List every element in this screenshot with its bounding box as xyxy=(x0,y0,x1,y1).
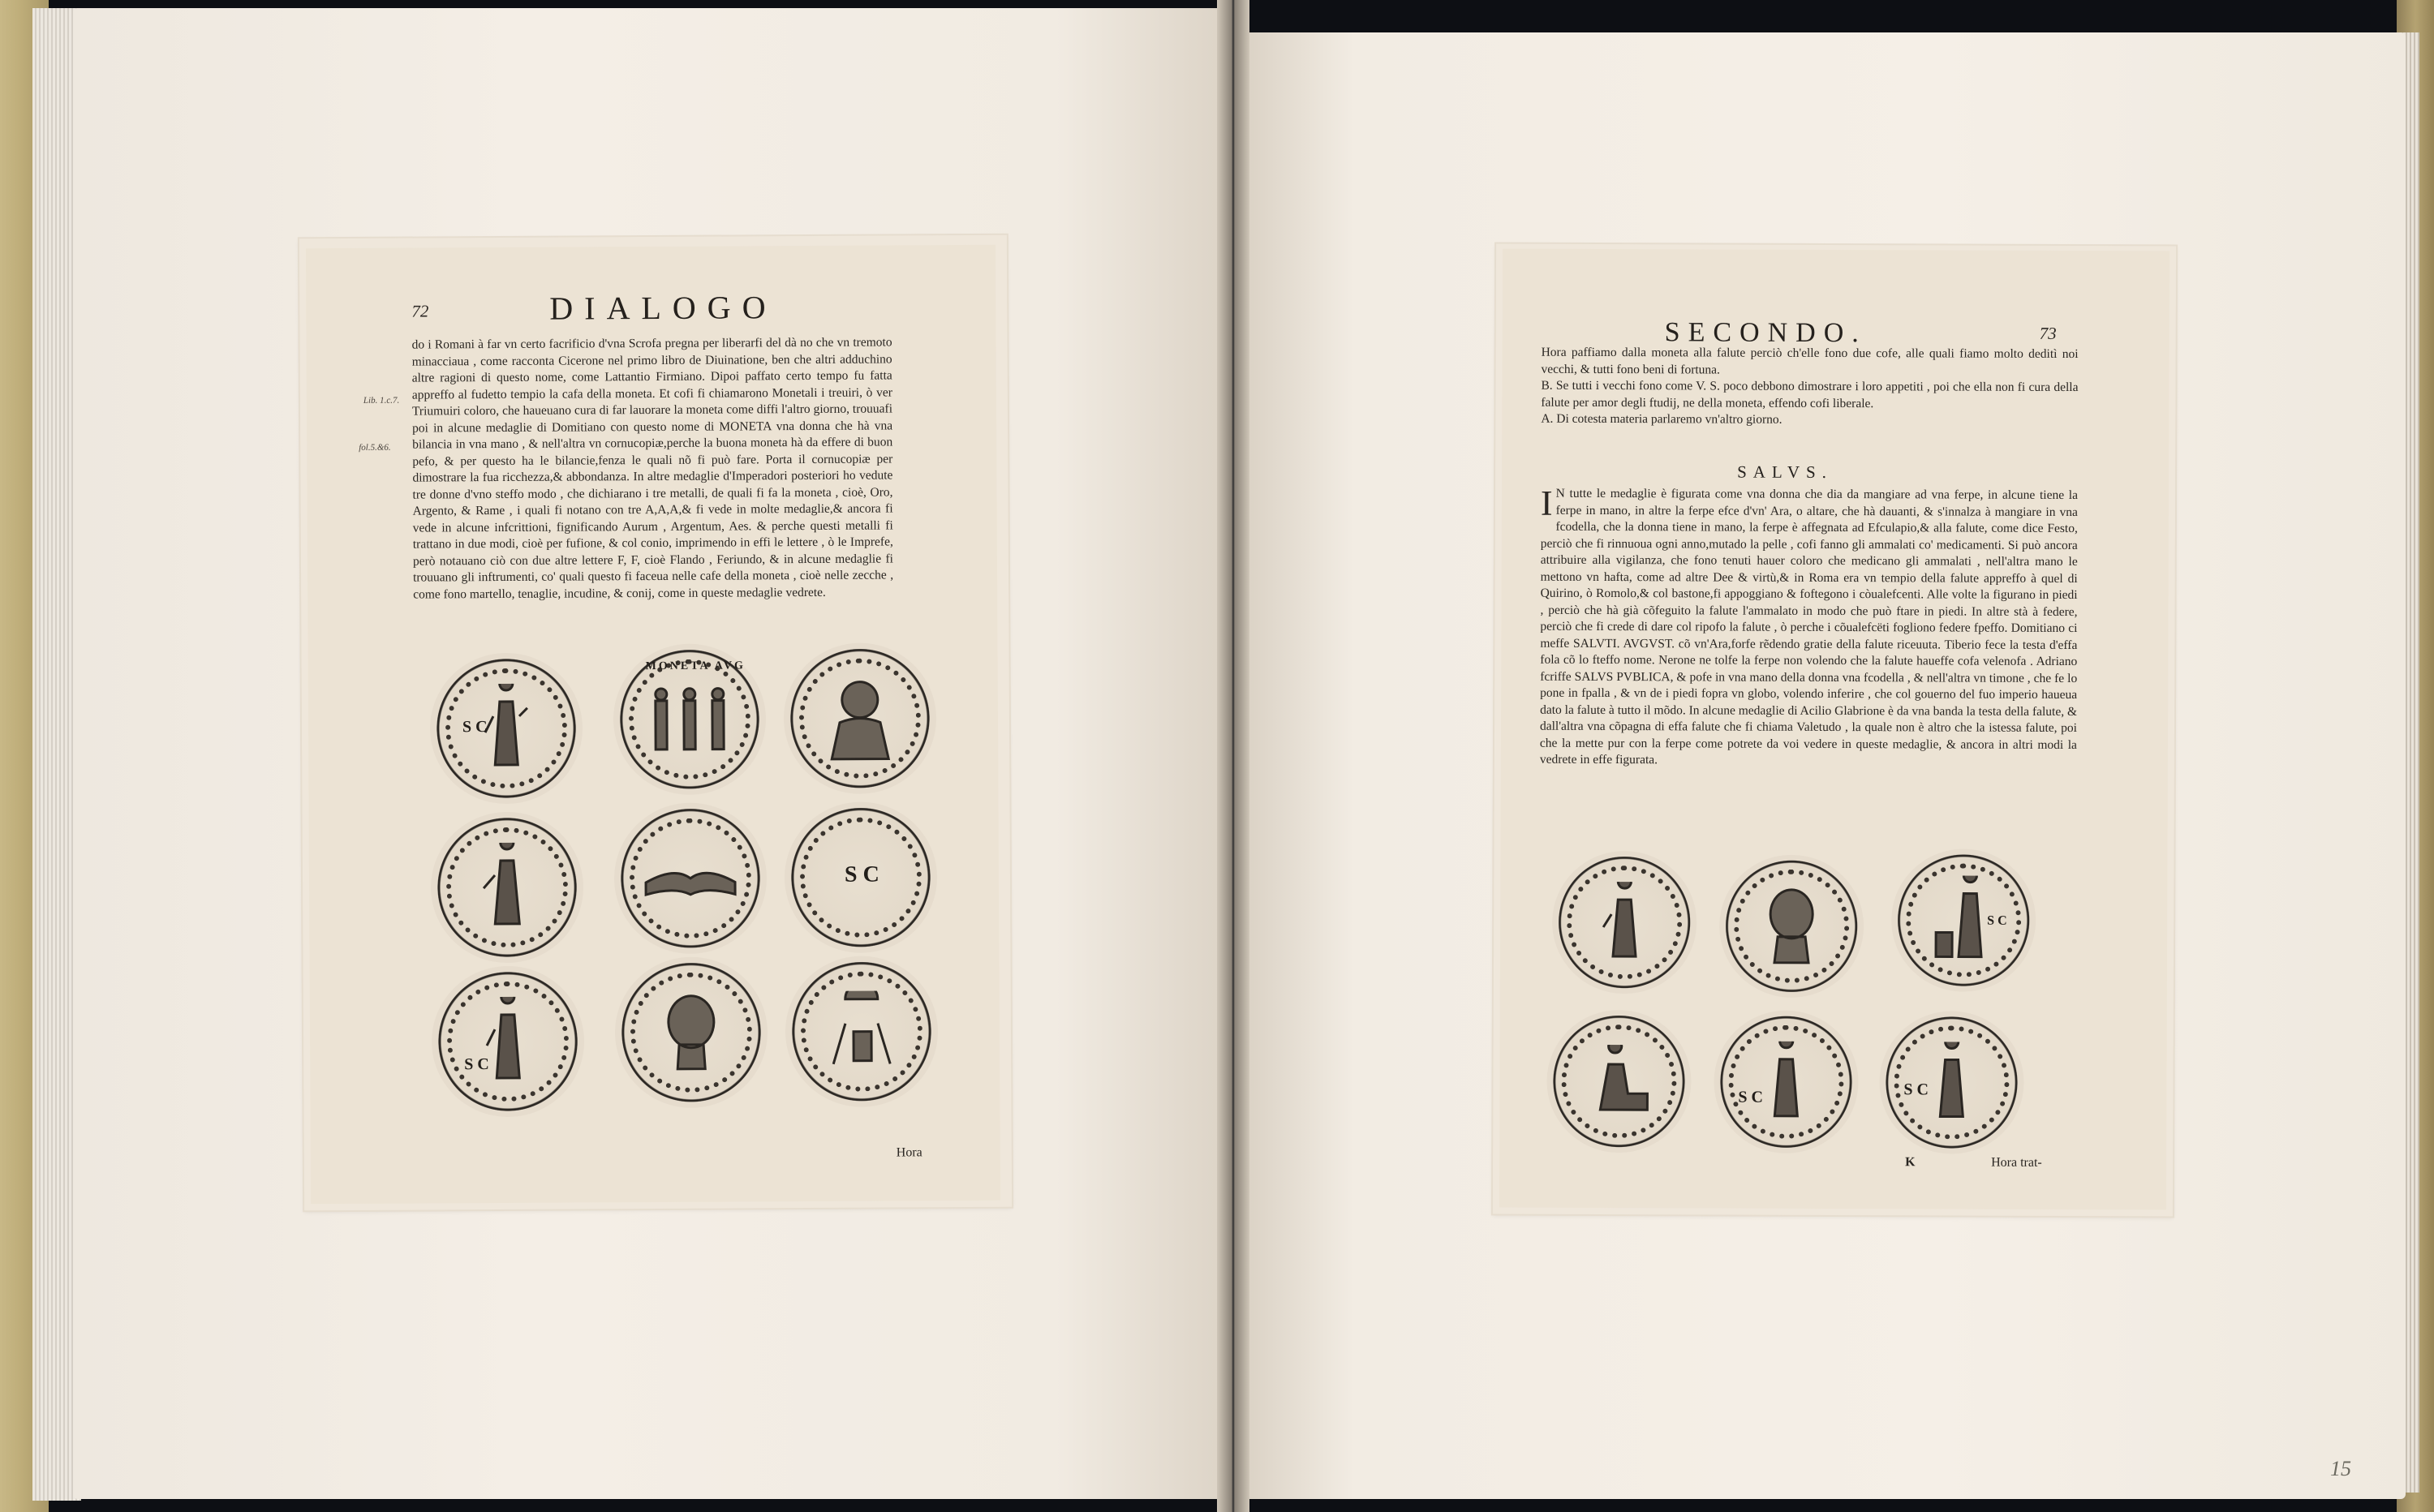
album-folio-number: 15 xyxy=(2330,1457,2351,1480)
standing-figure-icon xyxy=(484,997,533,1086)
coin-moneta-scales xyxy=(432,965,585,1117)
coin-regulus xyxy=(614,802,768,954)
coin-sc xyxy=(785,801,938,953)
print-sheet-left xyxy=(306,245,1000,1204)
margin-note: fol.5.&6. xyxy=(359,442,391,453)
coin-antoninus xyxy=(1719,855,1864,999)
intro-line: B. Se tutti i vecchi fono come V. S. poco debbono dimostrare i loro appetiti , poi che ella non fi cura della falute per amor degli ftudij, ne della moneta, effendo cofi liberale. xyxy=(1541,378,2079,410)
coin-salus-avg xyxy=(1891,848,2036,992)
coin-carisius xyxy=(785,956,939,1107)
catchword: Hora trat- xyxy=(1991,1155,2042,1170)
clasped-hands-icon xyxy=(642,849,739,907)
running-head: SECONDO. xyxy=(1664,317,1867,349)
page-number: 73 xyxy=(2039,323,2057,343)
portrait-head-icon xyxy=(655,988,729,1077)
coin-mark: S C xyxy=(462,718,488,737)
coin-caesar-2 xyxy=(1879,1011,2024,1154)
coin-moneta-standing xyxy=(430,652,583,804)
coin-plate xyxy=(430,651,935,1107)
coin-mark: S C xyxy=(844,861,879,887)
coin-diocletian xyxy=(783,642,936,794)
intro-text xyxy=(1541,345,2078,430)
coin-mark: S C xyxy=(464,1055,489,1074)
intro-line: A. Di cotesta materia parlaremo vn'altro giorno. xyxy=(1541,411,1782,427)
margin-note: Lib. 1.c.7. xyxy=(363,395,400,406)
salus-figure-icon xyxy=(1600,882,1649,963)
coin-caesar-1 xyxy=(1714,1010,1859,1153)
coin-moneta-head xyxy=(615,956,768,1108)
seated-figure-icon xyxy=(1582,1045,1655,1118)
catchword: Hora xyxy=(896,1145,922,1160)
print-sheet-right xyxy=(1499,249,2170,1210)
intro-line: Hora paffiamo dalla moneta alla falute perciò ch'elle fono due cofe, alle quali fiamo molto deditì noi vecchi, & tutti fono beni di fortuna. xyxy=(1541,345,2079,377)
page-number: 72 xyxy=(411,301,429,321)
body-text xyxy=(412,334,894,603)
body-text xyxy=(1539,483,2079,771)
coin-mark: S C xyxy=(1903,1080,1929,1099)
section-title: SALVS. xyxy=(1737,462,1833,482)
running-head: DIALOGO xyxy=(549,289,777,327)
salus-figure-icon xyxy=(1761,1042,1810,1123)
mounted-print-right xyxy=(1493,244,2176,1217)
gutter xyxy=(1217,0,1249,1512)
standing-figure-icon xyxy=(479,843,536,932)
drop-cap: I xyxy=(1540,483,1553,523)
signature-mark: K xyxy=(1905,1155,1916,1170)
mounted-print-left xyxy=(299,235,1012,1211)
coin-salus-seated xyxy=(1546,1010,1692,1153)
coin-volusianus xyxy=(1552,851,1697,994)
coin-plate xyxy=(1551,851,2071,1169)
coin-mark: S C xyxy=(1738,1088,1764,1106)
three-figures-icon xyxy=(645,682,734,756)
body-paragraph: do i Romani à far vn certo facrificio d'vna Scrofa pregna per liberarfi del dà no che vn tremoto minacciaua , come racconta Cicerone nel primo libro de Diuinatione, ben che altri adduchino altre ragioni di questo nome, come Lattantio Firmiano. Dipoi paffato certo tempo fu fatta appreffo al fudetto tempio la cafa della moneta. Et cofi fi chiamarono Monetali i treuiri, ò ver Triumuiri coloro, che haueuano cura di far lauorare la moneta come diffi l'altro giorno, trouuafi poi in alcune medaglie di Domitiano con questo nome di MONETA vna donna che hà vna bilancia in vna mano , & nell'altra vn cornucopiæ,perche la buona moneta hà da effere di buon pefo, & per questo ha le bilancie,fenza le quali nõ fi può fare. Porta il cornucopiæ per dimostrare la fua ricchezza,& abbondanza. In altre medaglie d'Imperadori posteriori ho vedute tre donne d'vno steffo modo , che dichiarano i tre metalli, de quali fi fa la moneta , cioè, Oro, Argento, & Rame , i quali fi notano con tre A,A,A,& fi vede in molte medaglie,& ancora fi vede in alcune infcrittioni, fignificando Aurum , Argentum, Aes. & perche questi metalli fi trattano in due modi, cioè per fufione, & col conio, imprimendo in effi le lettere , ò le Imprefe, però notauano ciò con due altre lettere F, F, cioè Flando , Feriundo, & in alcune medaglie fi trouuano gli inftrumenti, co' quali questo fi faceua nelle cafe della moneta , cioè nelle zecche , come fono martello, tenaglie, incudine, & conij, come in queste medaglie vedrete. xyxy=(411,335,894,602)
coin-three-monetae xyxy=(431,811,584,963)
body-paragraph: N tutte le medaglie è figurata come vna donna che dia da mangiare ad vna ferpe, in alcune tiene la ferpe in mano, in altre la ferpe efce d'vn' Ara, o altare, che hà dauanti, & s'innalza à mangiare in vna fcodella, che la donna tiene in mano, la ferpe è affegnata ad Efculapio,& alla falute, come dice Festo, perciò che fi rinnuoua ogni anno,mutado la pelle , cofi fanno gli ammalati co' medicamenti. Si può ancora attribuire alla vigilanza, che fono tenuti hauer coloro che medicano gli ammalati , nell'altra mano le mettono vn hafta, come ad altre Dee & virtù,& in Roma era vn tempio della falute appreffo à quel di Quirino, ò Romolo,& col bastone,fi appoggiano & foftegono i còualefcenti. Alle volte la figurano in piedi , perciò che hà già cõfeguito la falute l'ammalato in modo che può ftare in piedi. In altre stà à federe, perciò che fi crede di dare col ripofo la falute , ò perche i cõualefcëti fogliono federe fpeffo. Domitiano ci meffe SALVTI. AVGVST. cõ vn'Ara,forfe rẽdendo gratie della falute riceuuta. Tiberio fece la testa d'effa fola cõ lo fteffo nome. Nerone ne tolfe la ferpe non volendo che la falute haueffe cofa velenofa . Adriano fcriffe SALVS PVBLICA, & pofe in vna mano della donna vna fcodella , & nell'altra vn timone , che fe lo pone in fpalla , & vn de i piedi fopra vn globo, volendo inferire , che col gouerno del fuo imperio haueua dato la falute à tutto il mõdo. In alcune medaglie di Acilio Glabrione è da vna banda la testa della falute, & dall'altra vna cõpagna di effa falute che fi chiama Valetudo , la quale non è altro che la istessa falute, poi che la mette pur con la ferpe come potrete da voi vedere in queste medaglie, & ancora in altri modi la vedrete in effe figurata. xyxy=(1539,486,2079,767)
salus-figure-icon xyxy=(1927,1042,1976,1123)
coin-mark: S C xyxy=(1987,913,2007,928)
portrait-head-icon xyxy=(1755,882,1828,971)
coin-moneta-avg xyxy=(613,643,766,795)
minting-tools-icon xyxy=(821,990,903,1072)
coin-legend: MONETA AVG xyxy=(645,659,746,673)
page-header-left xyxy=(306,287,996,331)
portrait-bust-icon xyxy=(824,673,897,762)
standing-figure-icon xyxy=(482,684,531,773)
